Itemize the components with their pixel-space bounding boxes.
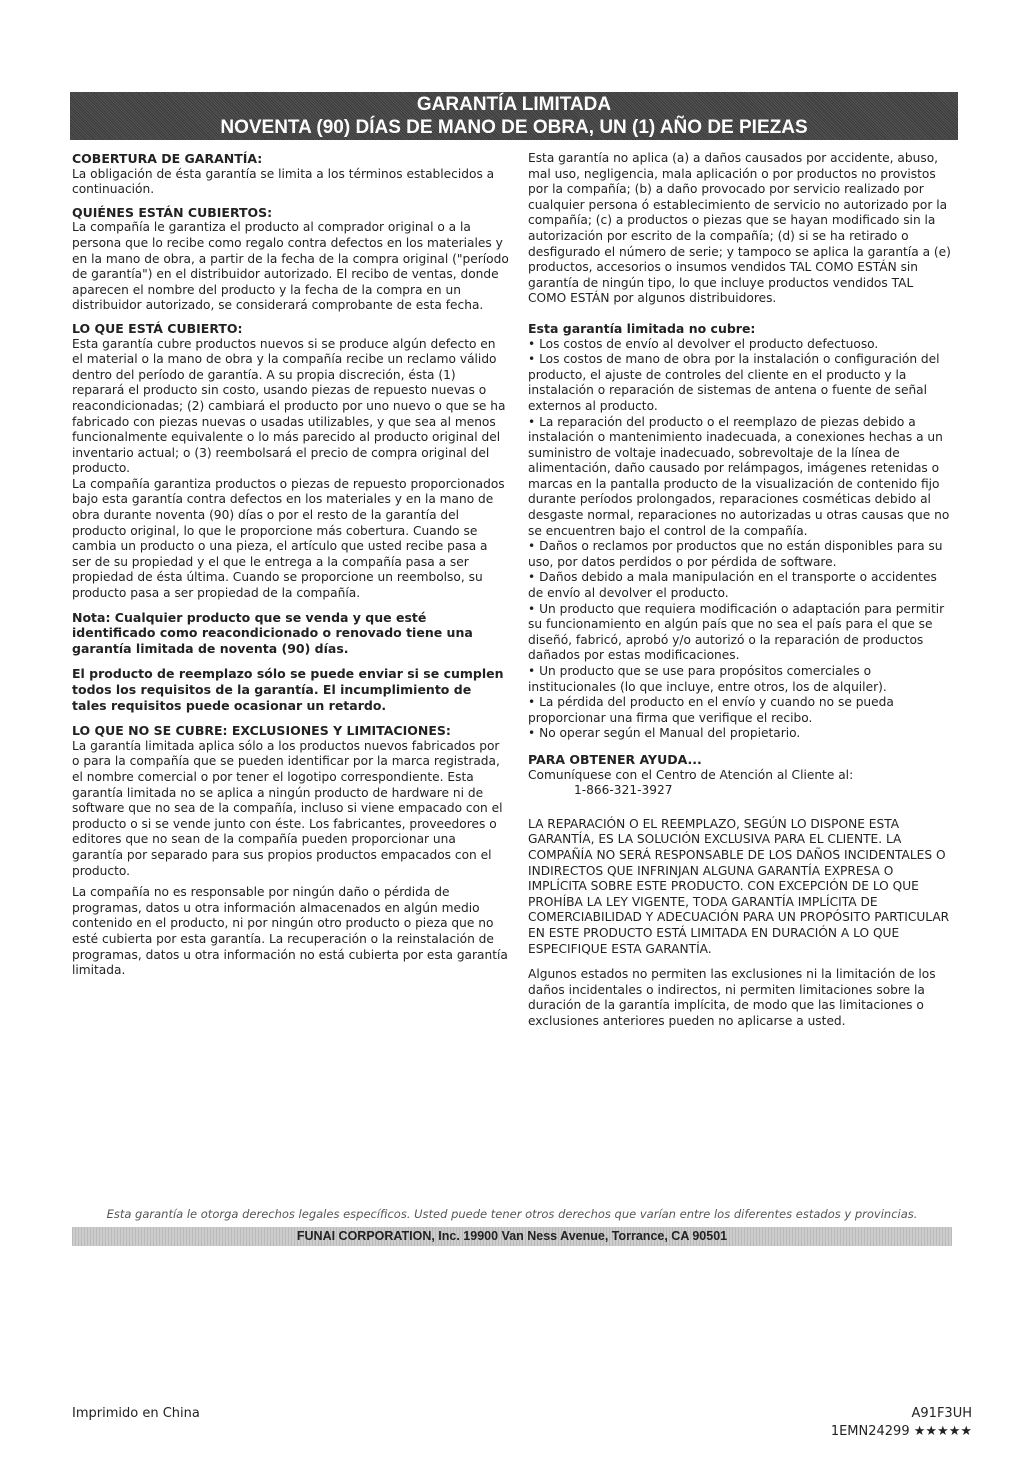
paragraph: La compañía le garantiza el producto al comprador original o a la persona que lo recibe como regalo contra defectos en los materiales y en la mano de obra, a partir de la fecha de la compra original ("período de garantía") en el distribuidor autorizado. El recibo de ventas, donde aparecen el nombre del producto y la fecha de la compra en un distribuidor autorizado, se considerará comprobante de esta fecha. [72,220,509,313]
disclaimer: LA REPARACIÓN O EL REEMPLAZO, SEGÚN LO DISPONE ESTA GARANTÍA, ES LA SOLUCIÓN EXCLUSIVA PARA EL CLIENTE. LA COMPAÑÍA NO SERÁ RESPONSABLE DE LOS DAÑOS INCIDENTALES O INDIRECTOS QUE INFRINJAN ALGUNA GARANTÍA EXPRESA O IMPLÍCITA SOBRE ESTE PRODUCTO. CON EXCEPCIÓN DE LO QUE PROHÍBA LA LEY VIGENTE, TODA GARANTÍA IMPLÍCITA DE COMERCIABILIDAD Y ADECUACIÓN PARA UN PROPÓSITO PARTICULAR EN ESTE PRODUCTO ESTÁ LIMITADA EN DURACIÓN A LO QUE ESPECIFIQUE ESTA GARANTÍA. [528,816,950,956]
list-item: • Los costos de envío al devolver el producto defectuoso. [528,337,952,353]
list-item: • Daños o reclamos por productos que no están disponibles para su uso, por datos perdidos o por pérdida de software. [528,539,952,570]
title: GARANTÍA LIMITADA [416,94,612,115]
paragraph: Esta garantía no aplica (a) a daños causados por accidente, abuso, mal uso, negligencia, mala aplicación o por productos no provistos por la compañía; (b) a daño provocado por servicio realizado por cualquier persona ó establecimiento de servicio no autorizado por la compañía; (c) a productos o piezas que se hayan modificado sin la autorización por escrito de la compañía; (d) si se ha retirado o desfigurado el número de serie; y tampoco se aplica la garantía a (e) productos, accesorios o insumos vendidos TAL COMO ESTÁN sin garantía de ningún tipo, lo que incluye productos vendidos TAL COMO ESTÁN por algunos distribuidores. [528,151,951,306]
paragraph: Comuníquese con el Centro de Atención al Cliente al: [528,767,854,782]
paragraph: La garantía limitada aplica sólo a los productos nuevos fabricados por o para la compañía que se pueden identificar por la marca registrada, el nombre comercial o por tener el logotipo correspondiente. Esta garantía limitada no se aplica a ningún producto de hardware ni de software que no sea de la compañía, incluso si viene empacado con el producto o si se vende junto con éste. Los fabricantes, proveedores o editores que no sean de la compañía pueden proporcionar una garantía por separado para sus propios productos empacados con el producto. [72,738,503,878]
paragraph: La obligación de ésta garantía se limita a los términos establecidos a continuación. [72,166,495,197]
phone-number: 1-866-321-3927 [574,783,673,798]
right-column [528,151,952,1035]
list-item: • No operar según el Manual del propietario. [528,726,952,742]
list-item: • Los costos de mano de obra por la instalación o configuración del producto, el ajuste de controles del cliente en el producto y la instalación o reparación de sistemas de antena o fuente de señal externos al producto. [528,352,952,414]
footnote: Esta garantía le otorga derechos legales específicos. Usted puede tener otros derechos que varían entre los diferentes estados y provincias. [106,1207,918,1221]
list-item: • La reparación del producto o el reemplazo de piezas debido a instalación o mantenimiento inadecuada, a conexiones hechas a un suministro de voltaje inadecuado, sobrevoltaje de la línea de alimentación, daño causado por relámpagos, imágenes retenidas o marcas en la pantalla producto de la visualización de contenido fijo durante períodos prolongados, reparaciones cosméticas debido al desgaste normal, reparaciones no autorizadas u otras causas que no se encuentren bajo el control de la compañía. [528,415,952,540]
section-heading: Esta garantía limitada no cubre: [528,320,756,336]
list-item: • Daños debido a mala manipulación en el transporte o accidentes de envío al devolver el producto. [528,570,952,601]
list-item: • Un producto que se use para propósitos comerciales o institucionales (lo que incluye, entre otros, los de alquiler). [528,664,952,695]
section-heading: COBERTURA DE GARANTÍA: [72,151,263,166]
section-heading: QUIÉNES ESTÁN CUBIERTOS: [72,204,273,220]
exclusion-list [528,337,952,742]
section-heading: LO QUE NO SE CUBRE: EXCLUSIONES Y LIMITACIONES: [72,723,451,739]
left-column [72,151,510,985]
subtitle: NOVENTA (90) DÍAS DE MANO DE OBRA, UN (1) AÑO DE PIEZAS [220,117,808,138]
corporation-bar: FUNAI CORPORATION, Inc. 19900 Van Ness Avenue, Torrance, CA 90501 [72,1227,952,1246]
title-banner [70,92,958,140]
note: El producto de reemplazo sólo se puede enviar si se cumplen todos los requisitos de la garantía. El incumplimiento de tales requisitos puede ocasionar un retardo. [72,666,504,713]
paragraph: Esta garantía cubre productos nuevos si se produce algún defecto en el material o la mano de obra y la compañía recibe un reclamo válido dentro del período de garantía. A su propia discreción, ésta (1) reparará el producto sin costo, usando piezas de repuesto nuevas o reacondicionadas; (2) cambiará el producto por uno nuevo o que se ha fabricado con piezas nuevas o usadas utilizables, y que sea al menos funcionalmente equivalente o lo más parecido al producto original del inventario actual; o (3) reembolsará el precio de compra original del producto. [72,336,506,476]
section-heading: LO QUE ESTÁ CUBIERTO: [72,320,243,336]
paragraph: Algunos estados no permiten las exclusiones ni la limitación de los daños incidentales o indirectos, ni permiten limitaciones sobre la duración de la garantía implícita, de modo que las limitaciones o exclusiones anteriores pueden no aplicarse a usted. [528,967,936,1028]
list-item: • La pérdida del producto en el envío y cuando no se pueda proporcionar una firma que verifique el recibo. [528,695,952,726]
note: Nota: Cualquier producto que se venda y que esté identificado como reacondicionado o renovado tiene una garantía limitada de noventa (90) días. [72,609,473,656]
document-code: 1EMN24299 ★★★★★ [830,1424,972,1439]
paragraph: La compañía garantiza productos o piezas de repuesto proporcionados bajo esta garantía contra defectos en los materiales y en la mano de obra durante noventa (90) días o por el resto de la garantía del producto original, lo que le proporcione más cobertura. Cuando se cambia un producto o una pieza, el artículo que usted recibe pasa a ser de su propiedad y el que le entrega a la compañía pasa a ser propiedad de ésta última. Cuando se proporcione un reembolso, su producto pasa a ser propiedad de la compañía. [72,476,505,601]
printed-in: Imprimido en China [72,1406,200,1421]
model-code: A91F3UH [911,1406,972,1421]
section-heading: PARA OBTENER AYUDA... [528,751,702,767]
paragraph: La compañía no es responsable por ningún daño o pérdida de programas, datos u otra información almacenados en algún medio contenido en el producto, ni por ningún otro producto o pieza que no esté cubierta por esta garantía. La recuperación o la reinstalación de programas, datos u otra información no está cubierta por esta garantía limitada. [72,885,508,978]
list-item: • Un producto que requiera modificación o adaptación para permitir su funcionamiento en algún país que no sea el país para el que se diseñó, fabricó, aprobó y/o autorizó o la reparación de productos dañados por estas modificaciones. [528,602,952,664]
